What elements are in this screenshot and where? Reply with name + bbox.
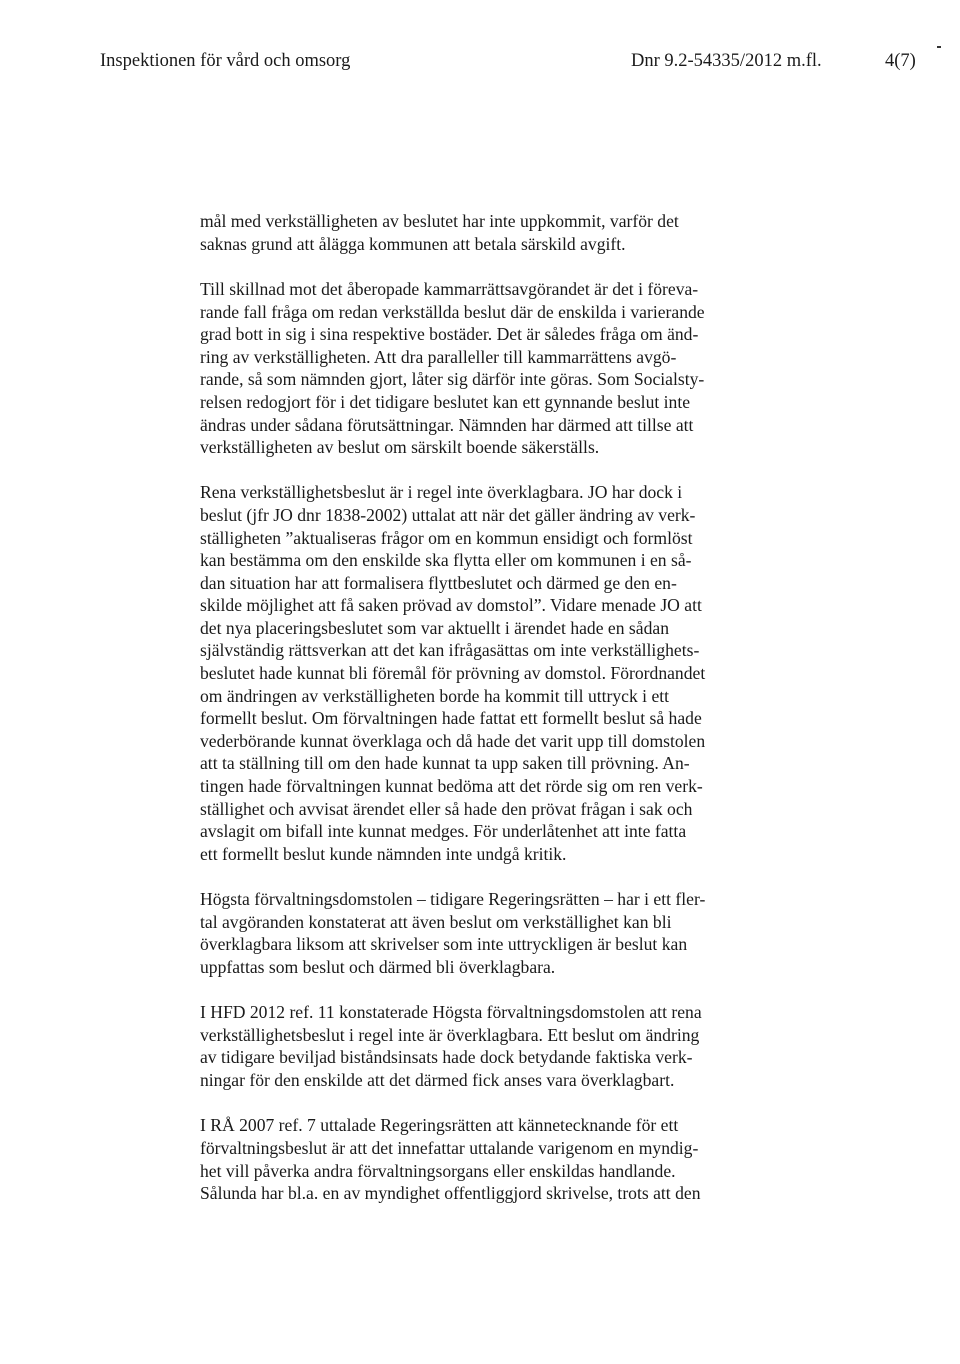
paragraph <box>200 278 760 459</box>
document-body <box>200 210 760 1205</box>
text-line: ställigheten ”aktualiseras frågor om en kommun ensidigt och formlöst <box>200 527 693 548</box>
page-number: 4(7) <box>885 51 916 71</box>
text-line: I RÅ 2007 ref. 7 uttalade Regeringsrätten att kännetecknande för ett <box>200 1115 679 1136</box>
text-line: om ändringen av verkställigheten borde ha kommit till uttryck i ett <box>200 685 670 706</box>
text-line: Högsta förvaltningsdomstolen – tidigare Regeringsrätten – har i ett fler- <box>200 889 706 910</box>
text-line: tal avgöranden konstaterat att även beslut om verkställighet kan bli <box>200 911 672 932</box>
scan-mark <box>937 46 941 48</box>
text-line: rande fall fråga om redan verkställda beslut där de enskilda i varierande <box>200 301 705 322</box>
text-line: Rena verkställighetsbeslut är i regel inte överklagbara. JO har dock i <box>200 482 683 503</box>
text-line: Till skillnad mot det åberopade kammarrättsavgörandet är det i föreva- <box>200 278 699 299</box>
text-line: kan bestämma om den enskilde ska flytta eller om kommunen i en så- <box>200 550 692 571</box>
text-line: formellt beslut. Om förvaltningen hade fattat ett formellt beslut så hade <box>200 708 702 729</box>
text-line: beslutet hade kunnat bli föremål för prövning av domstol. Förordnandet <box>200 663 706 684</box>
paragraph <box>200 481 760 865</box>
text-line: självständig rättsverkan att det kan ifrågasättas om inte verkställighets- <box>200 640 700 661</box>
text-line: rande, så som nämnden gjort, låter sig därför inte göras. Som Socialsty- <box>200 369 705 390</box>
text-line: ändras under sådana förutsättningar. Nämnden har därmed att tillse att <box>200 414 694 435</box>
text-line: grad bott in sig i sina respektive bostäder. Det är således fråga om änd- <box>200 324 699 345</box>
text-line: tingen hade förvaltningen kunnat bedöma att det rörde sig om ren verk- <box>200 776 703 797</box>
text-line: överklagbara liksom att skrivelser som inte uttryckligen är beslut kan <box>200 934 688 955</box>
text-line: mål med verkställigheten av beslutet har inte uppkommit, varför det <box>200 211 679 231</box>
paragraph <box>200 1001 760 1091</box>
text-line: skilde möjlighet att få saken prövad av domstol”. Vidare menade JO att <box>200 595 702 616</box>
text-line: saknas grund att ålägga kommunen att betala särskild avgift. <box>200 233 626 254</box>
text-line: vederbörande kunnat överklaga och då hade det varit upp till domstolen <box>200 730 706 751</box>
text-line: ställighet och avvisat ärendet eller så hade den prövat frågan i sak och <box>200 798 693 819</box>
text-line: I HFD 2012 ref. 11 konstaterade Högsta förvaltningsdomstolen att rena <box>200 1002 702 1023</box>
text-line: dan situation har att formalisera flyttbeslutet och därmed ge den en- <box>200 572 677 593</box>
text-line: ring av verkställigheten. Att dra paralleller till kammarrättens avgö- <box>200 346 677 367</box>
text-line: Sålunda har bl.a. en av myndighet offentliggjord skrivelse, trots att den <box>200 1183 701 1204</box>
text-line: verkställigheten av beslut om särskilt boende säkerställs. <box>200 437 600 458</box>
paragraph <box>200 210 760 255</box>
text-line: att ta ställning till om den hade kunnat ta upp saken till prövning. An- <box>200 753 690 774</box>
text-line: av tidigare beviljad biståndsinsats hade dock betydande faktiska verk- <box>200 1047 693 1068</box>
page-header <box>100 48 920 74</box>
organization-name: Inspektionen för vård och omsorg <box>100 51 351 71</box>
text-line: det nya placeringsbeslutet som var aktuellt i ärendet hade en sådan <box>200 617 669 638</box>
case-number: Dnr 9.2-54335/2012 m.fl. <box>631 51 822 71</box>
text-line: verkställighetsbeslut i regel inte är överklagbara. Ett beslut om ändring <box>200 1024 700 1045</box>
text-line: avslagit om bifall inte kunnat medges. För underlåtenhet att inte fatta <box>200 821 687 842</box>
paragraph <box>200 888 760 978</box>
paragraph <box>200 1114 760 1204</box>
text-line: uppfattas som beslut och därmed bli överklagbara. <box>200 957 556 977</box>
text-line: beslut (jfr JO dnr 1838-2002) uttalat att när det gäller ändring av verk- <box>200 504 696 525</box>
text-line: förvaltningsbeslut är att det innefattar uttalande varigenom en myndig- <box>200 1137 699 1158</box>
text-line: relsen redogjort för i det tidigare beslutet kan ett gynnande beslut inte <box>200 391 691 412</box>
text-line: het vill påverka andra förvaltningsorgans eller enskildas handlande. <box>200 1160 676 1181</box>
text-line: ningar för den enskilde att det därmed fick anses vara överklagbart. <box>200 1069 675 1090</box>
text-line: ett formellt beslut kunde nämnden inte undgå kritik. <box>200 843 567 864</box>
